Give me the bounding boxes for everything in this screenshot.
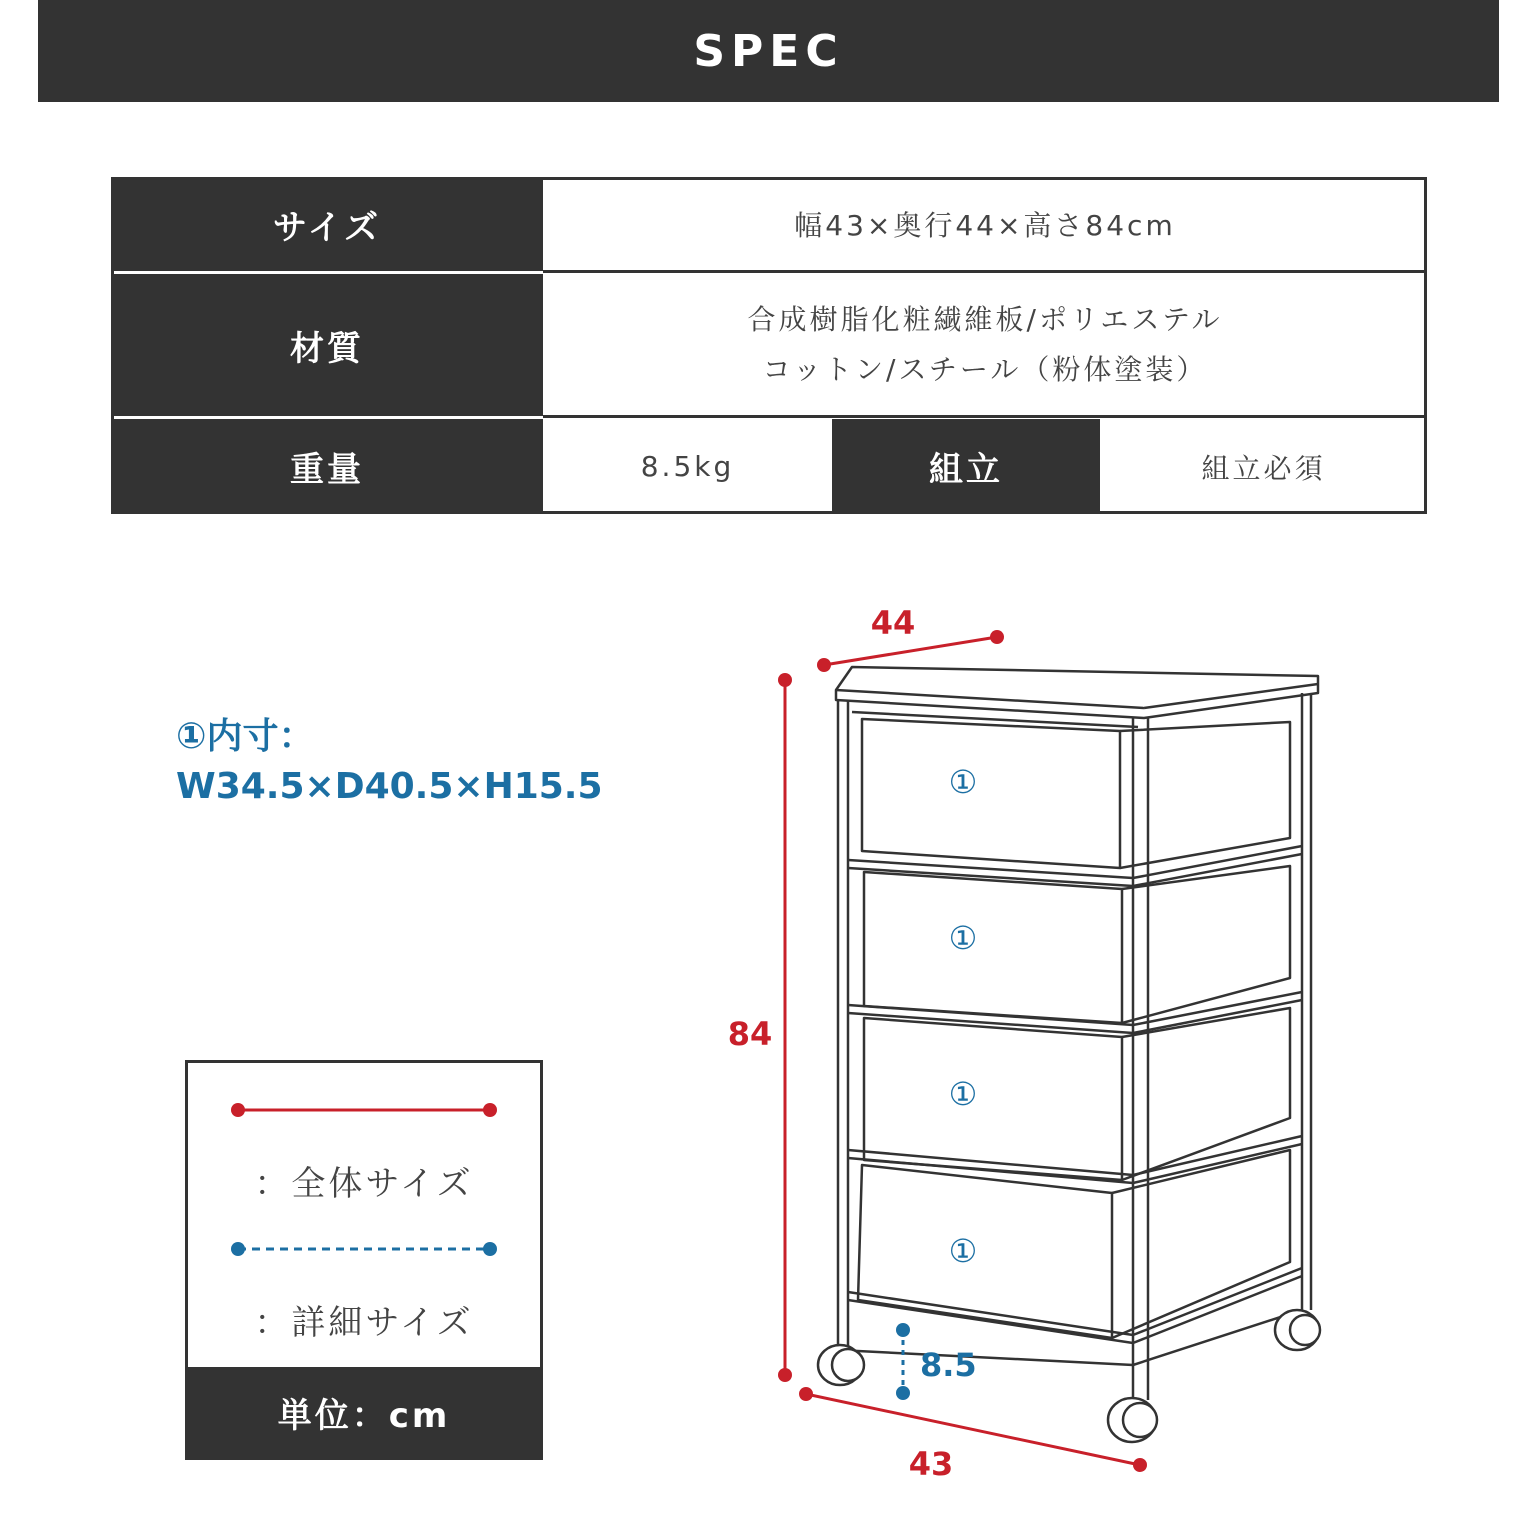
drawer-1 (852, 712, 1290, 868)
drawer-marker: ① (948, 1232, 978, 1270)
clearance-dimension (896, 1323, 910, 1400)
top-board (836, 667, 1318, 718)
clearance-dimension-dot (896, 1386, 910, 1400)
material-line-1: 合成樹脂化粧繊維板/ポリエステル (747, 303, 1223, 336)
drawer-markers (949, 763, 978, 1270)
caster-front-right (1108, 1398, 1157, 1442)
drawer-marker: ① (948, 763, 978, 801)
drawer-marker: ① (948, 1075, 978, 1113)
weight-value: 8.5kg (543, 419, 832, 514)
drawer-marker: ① (948, 919, 978, 957)
weight-label: 重量 (111, 419, 543, 514)
frame-posts (838, 693, 1311, 1400)
size-label: サイズ (111, 177, 543, 271)
size-value: 幅43×奥行44×高さ84cm (543, 177, 1427, 271)
depth-dimension-dot (990, 630, 1004, 644)
width-dimension-dot (799, 1387, 813, 1401)
drawer-2 (864, 866, 1290, 1023)
assembly-value: 組立必須 (1100, 419, 1427, 514)
height-dimension-label: 84 (727, 1015, 773, 1053)
inner-dimension-label: ①内寸： (176, 716, 315, 757)
assembly-label: 組立 (832, 419, 1100, 514)
caster-front-left (818, 1345, 864, 1385)
material-label: 材質 (111, 274, 543, 416)
width-dimension-label: 43 (908, 1445, 954, 1483)
legend-detail-label: ：詳細サイズ (254, 1303, 474, 1343)
depth-dimension-label: 44 (870, 604, 916, 642)
clearance-dimension-label: 8.5 (920, 1346, 977, 1384)
height-dimension-dot (778, 1368, 792, 1382)
material-line-2: コットン/スチール（粉体塗装） (762, 353, 1208, 386)
height-dimension-dot (778, 673, 792, 687)
page-title: SPEC (38, 0, 1499, 102)
caster-back-right (1275, 1310, 1320, 1350)
width-dimension-dot (1133, 1458, 1147, 1472)
depth-dimension-dot (817, 658, 831, 672)
top-board-edge (836, 690, 1144, 708)
legend-overall-label: ：全体サイズ (254, 1164, 474, 1204)
unit-label: 単位：cm (188, 1367, 540, 1457)
width-dimension-line (806, 1394, 1140, 1465)
inner-dimension-value: W34.5×D40.5×H15.5 (176, 766, 603, 807)
clearance-dimension-dot (896, 1323, 910, 1337)
